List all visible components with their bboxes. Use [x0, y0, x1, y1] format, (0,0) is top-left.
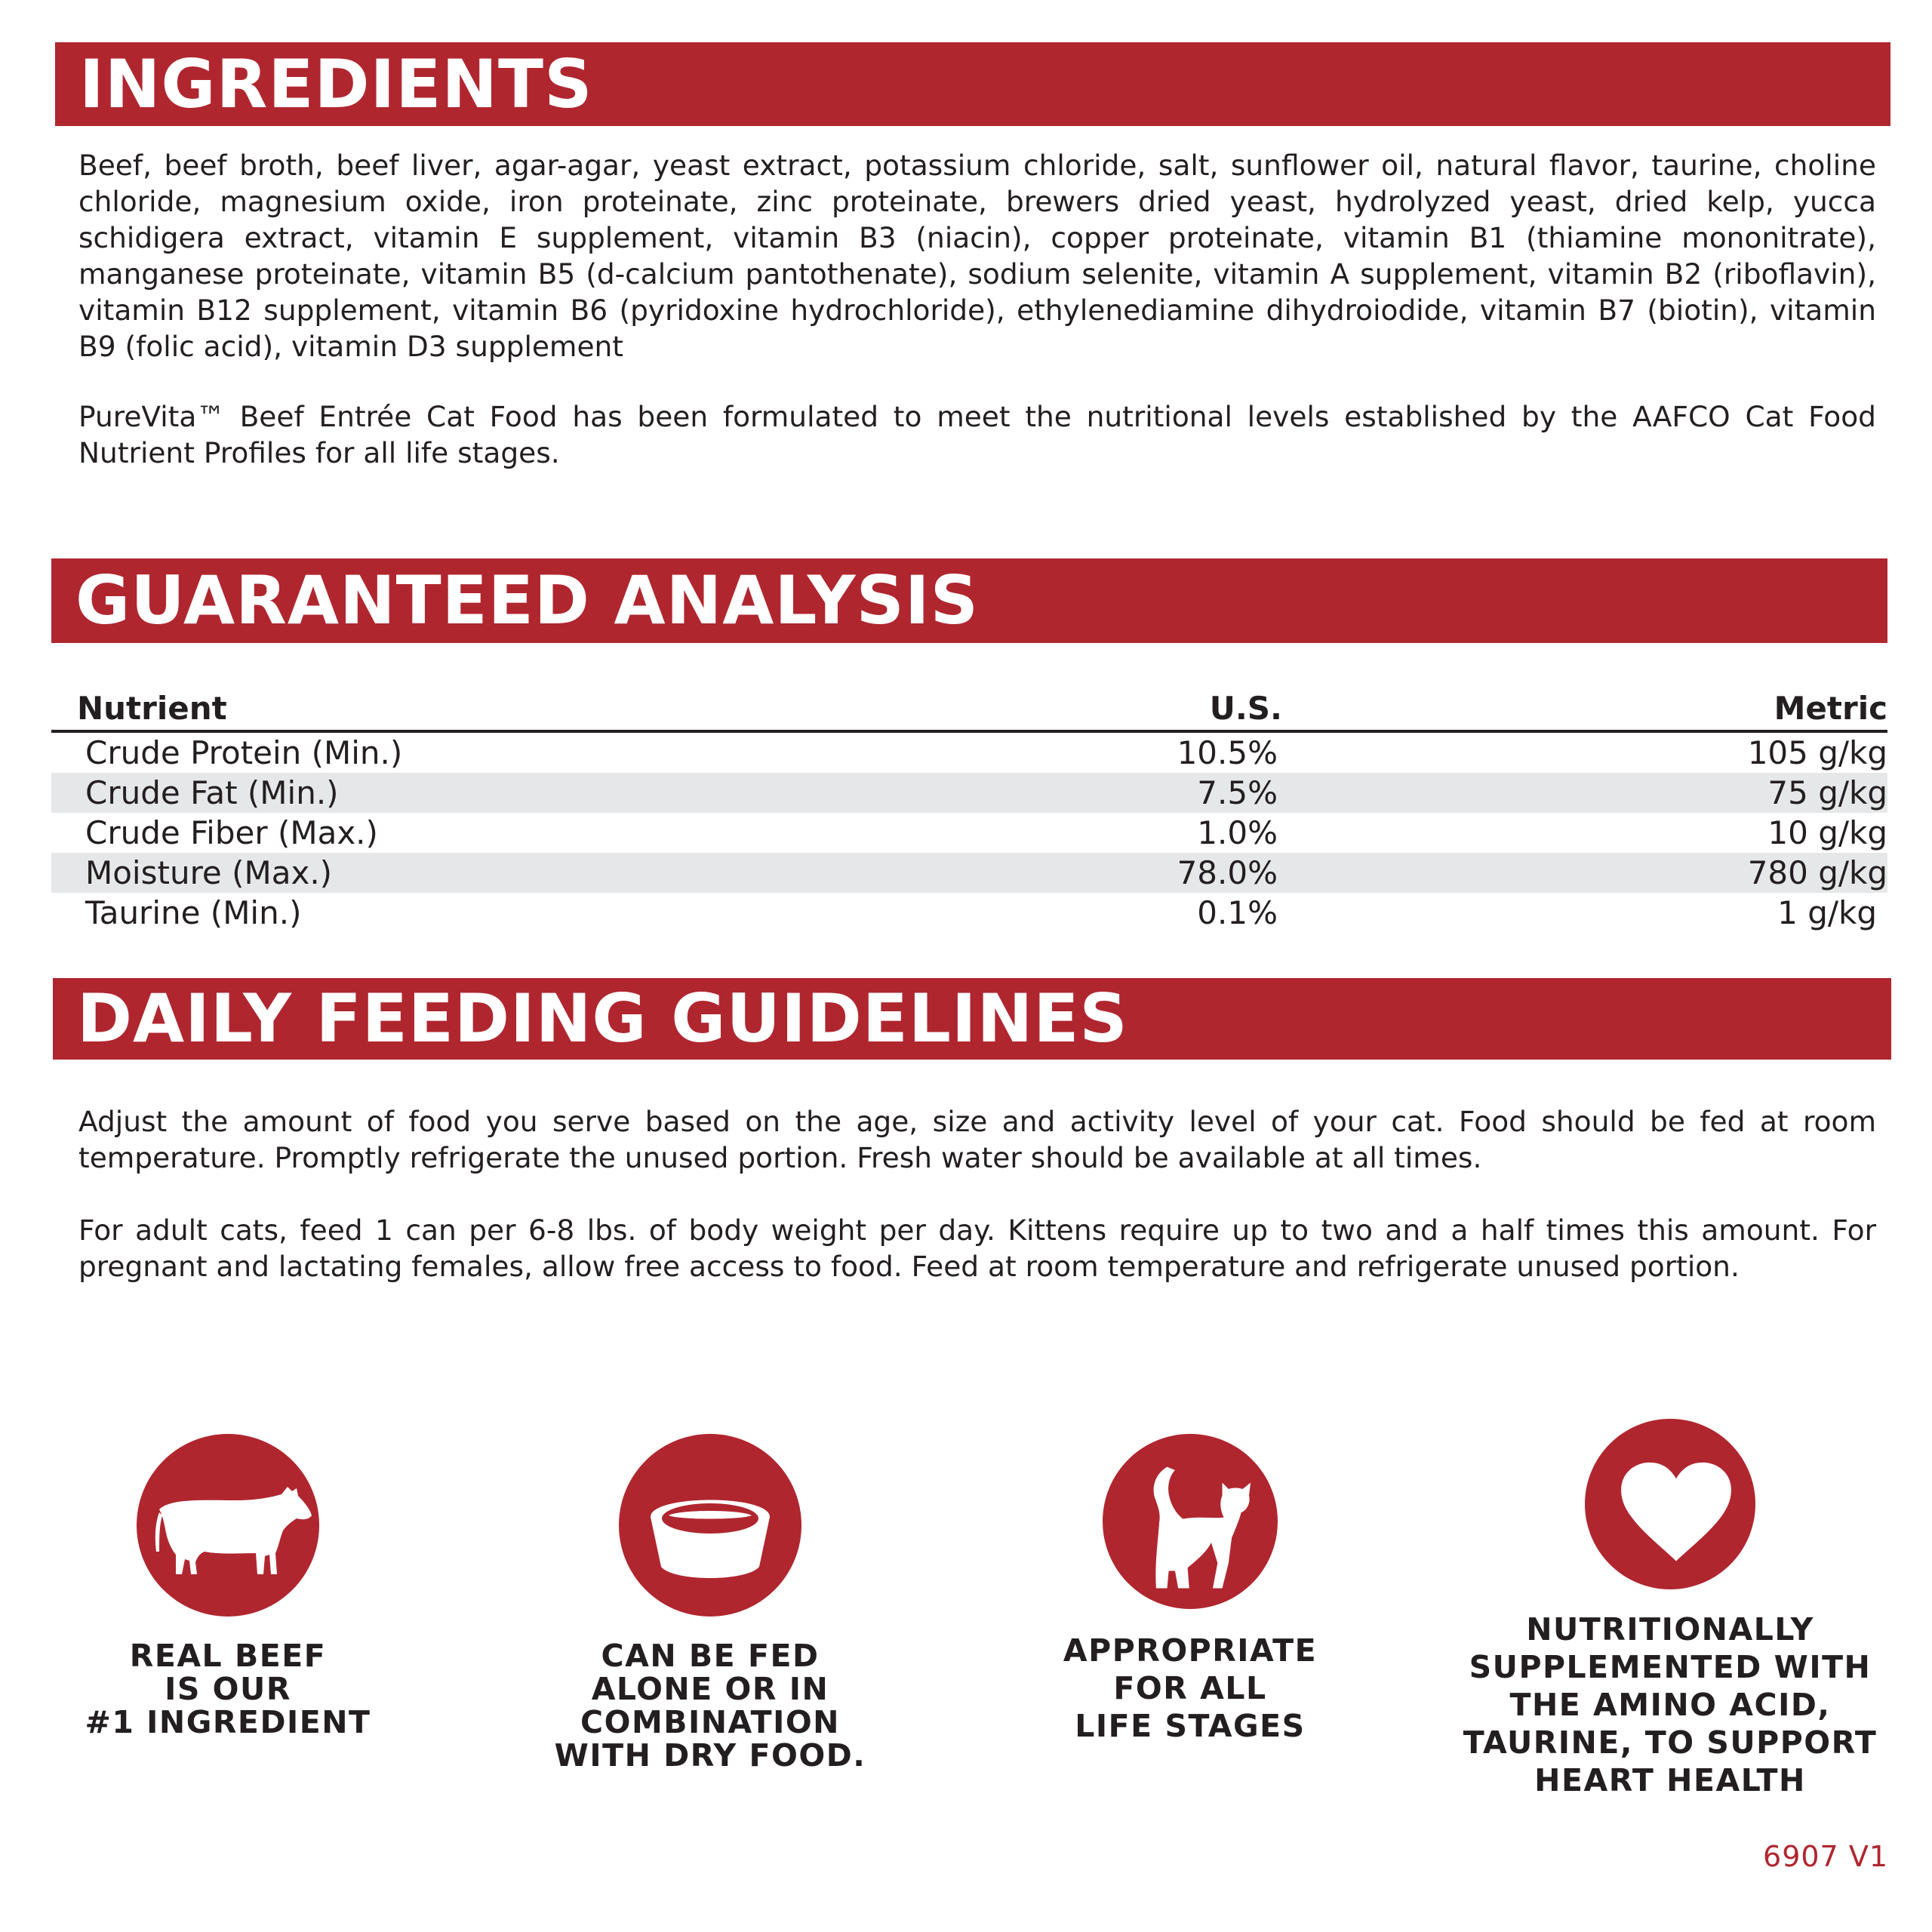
table-row [51, 773, 1887, 813]
feeding-guidelines-heading: DAILY FEEDING GUIDELINES [53, 978, 1891, 1060]
us-value: 7.5% [1197, 774, 1278, 811]
table-row [51, 733, 1887, 773]
metric-value: 1 g/kg [1777, 894, 1877, 931]
feature-label: CAN BE FED ALONE OR IN COMBINATION WITH DRY FOOD. [554, 1638, 866, 1774]
product-code: 6907 V1 [1763, 1840, 1888, 1873]
column-header-metric: Metric [1774, 690, 1887, 727]
nutrient-name: Crude Protein (Min.) [85, 734, 403, 771]
column-header-nutrient: Nutrient [77, 690, 227, 727]
us-value: 0.1% [1197, 894, 1278, 931]
bowl-icon [619, 1434, 801, 1617]
table-row [51, 813, 1887, 853]
guaranteed-analysis-heading: GUARANTEED ANALYSIS [51, 558, 1887, 643]
ingredients-heading: INGREDIENTS [55, 42, 1890, 126]
nutrient-name: Crude Fiber (Max.) [85, 814, 378, 851]
feature-real-beef [17, 1434, 439, 1739]
feature-all-life-stages [979, 1434, 1401, 1745]
heart-icon [1585, 1419, 1755, 1589]
metric-value: 10 g/kg [1767, 814, 1887, 851]
metric-value: 105 g/kg [1747, 734, 1887, 771]
cow-icon [137, 1434, 319, 1617]
feeding-paragraph: For adult cats, feed 1 can per 6-8 lbs. of body weight per day. Kittens require up to two and a half times this amount. For pregnant and lactating females, allow free access to food. Feed at room temperature and refrigerate unused portion. [78, 1214, 1876, 1283]
feature-fed-alone-or-combination [499, 1434, 921, 1772]
us-value: 10.5% [1177, 734, 1278, 771]
table-row [51, 853, 1887, 893]
nutrient-name: Crude Fat (Min.) [85, 774, 339, 811]
table-row [51, 893, 1887, 933]
cat-icon [1103, 1434, 1278, 1609]
feature-label: NUTRITIONALLY SUPPLEMENTED WITH THE AMINO ACID, TAURINE, TO SUPPORT HEART HEALTH [1463, 1611, 1878, 1798]
metric-value: 780 g/kg [1747, 854, 1887, 891]
nutrient-name: Taurine (Min.) [85, 894, 302, 931]
feature-taurine-heart-health [1459, 1419, 1881, 1799]
feature-label: REAL BEEF IS OUR #1 INGREDIENT [85, 1638, 371, 1740]
table-header-row [51, 688, 1887, 733]
ingredients-list: Beef, beef broth, beef liver, agar-agar, yeast extract, potassium chloride, salt, sunflower oil, natural flavor, taurine, choline chloride, magnesium oxide, iron proteinate, zinc proteinate, brewers dried yeast, hydrolyzed yeast, dried kelp, yucca schidigera extract, vitamin E supplement, vitamin B3 (niacin), copper proteinate, vitamin B1 (thiamine mononitrate), manganese proteinate, vitamin B5 (d-calcium pantothenate), sodium selenite, vitamin A supplement, vitamin B2 (riboflavin), vitamin B12 supplement, vitamin B6 (pyridoxine hydrochloride), ethylenediamine dihydroiodide, vitamin B7 (biotin), vitamin B9 (folic acid), vitamin D3 supplement [78, 149, 1876, 363]
us-value: 78.0% [1177, 854, 1278, 891]
guaranteed-analysis-table [51, 688, 1887, 933]
nutrient-name: Moisture (Max.) [85, 854, 333, 891]
feature-label: APPROPRIATE FOR ALL LIFE STAGES [1063, 1632, 1318, 1744]
column-header-us: U.S. [1209, 690, 1282, 727]
feeding-paragraph: Adjust the amount of food you serve based on the age, size and activity level of your cat. Food should be fed at room temperature. Promptly refrigerate the unused portion. Fresh water should be available at all times. [78, 1105, 1876, 1174]
aafco-statement: PureVita™ Beef Entrée Cat Food has been formulated to meet the nutritional levels established by the AAFCO Cat Food Nutrient Profiles for all life stages. [78, 400, 1876, 469]
metric-value: 75 g/kg [1767, 774, 1887, 811]
us-value: 1.0% [1197, 814, 1278, 851]
